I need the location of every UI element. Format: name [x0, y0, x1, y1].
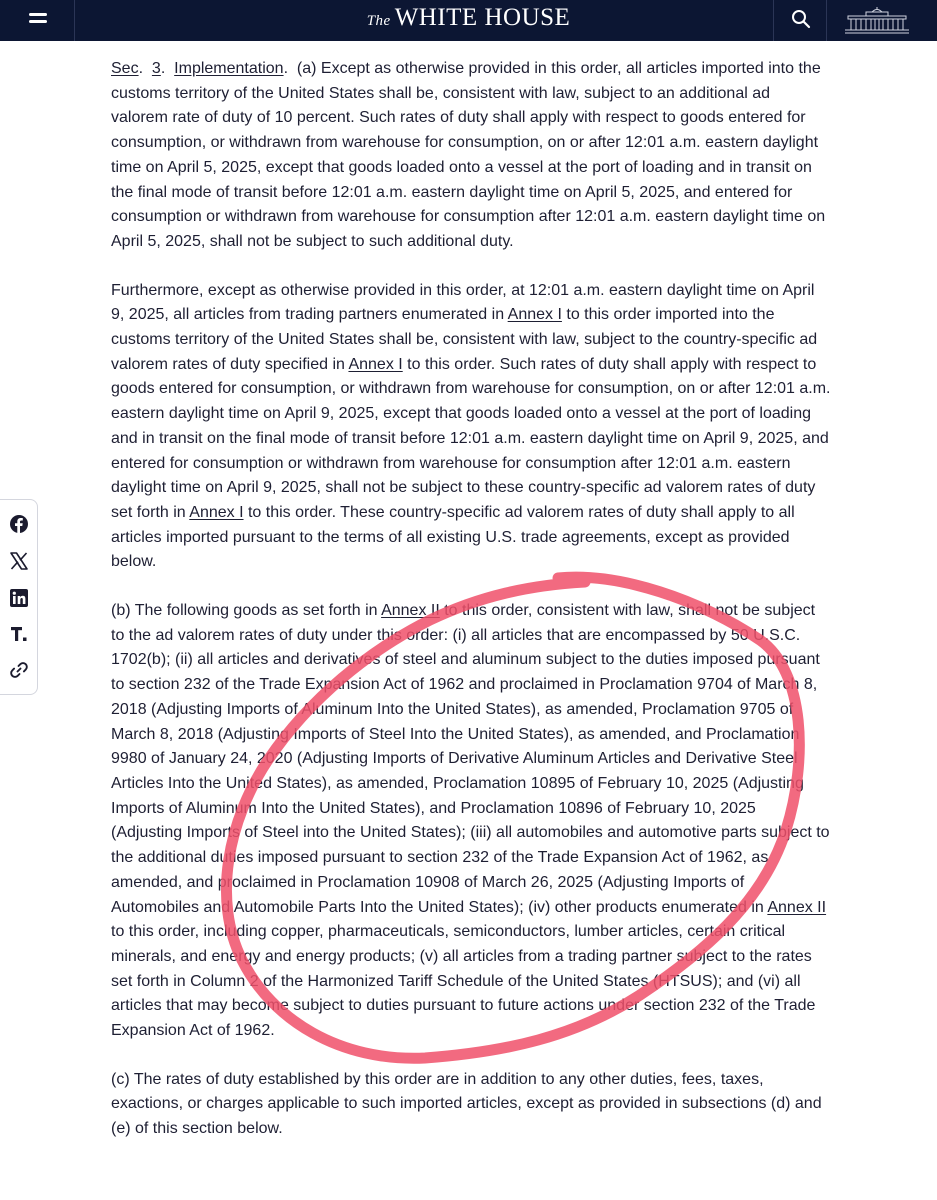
- paragraph-furthermore: [111, 279, 831, 575]
- text-segment: to this order. These country-specific ad valorem rates of duty shall apply to all articles imported pursuant to the terms of all existing U.S. trade agreements, except as provided below.: [111, 503, 795, 571]
- logo-name: WHITE HOUSE: [394, 4, 571, 31]
- text-segment: Furthermore, except as otherwise provided in this order, at 12:01 a.m. eastern daylight time on April 9, 2025, all articles from trading partners enumerated in: [111, 281, 815, 324]
- linkedin-icon[interactable]: [9, 588, 29, 608]
- link-icon[interactable]: [9, 660, 29, 680]
- section-title-link[interactable]: Implementation: [174, 60, 284, 77]
- text-segment: to this order. Such rates of duty shall apply with respect to goods entered for consumption, or withdrawn from warehouse for consumption, on or after 12:01 a.m. eastern daylight time on April 9, 2025, except that goods loaded onto a vessel at the port of loading and in transit on the final mode of transit before 12:01 a.m. eastern daylight time on April 9, 2025, and entered for consumption or withdrawn from warehouse for consumption after 12:01 a.m. eastern daylight time on April 9, 2025, shall not be subject to these country-specific ad valorem rates of duty set forth in: [111, 355, 831, 521]
- x-icon[interactable]: [9, 551, 29, 571]
- paragraph-c: [111, 1068, 831, 1142]
- logo-the: The: [366, 13, 391, 29]
- white-house-seal-icon[interactable]: [842, 6, 912, 34]
- share-rail: [0, 499, 38, 695]
- annex-i-link[interactable]: Annex I: [507, 306, 562, 324]
- annex-i-link[interactable]: Annex I: [189, 503, 244, 521]
- search-icon: [791, 9, 811, 29]
- document-body: [111, 57, 831, 1166]
- text-segment: to this order, including copper, pharmaceuticals, semiconductors, lumber articles, certain critical minerals, and energy and energy products; (v) all articles from a trading partner subject to the rates set forth in Column 2 of the Harmonized Tariff Schedule of the United States (HTSUS); and (vi) all articles that may become subject to duties pursuant to future actions under section 232 of the Trade Expansion Act of 1962.: [111, 923, 816, 1040]
- text-segment: to this order, consistent with law, shall not be subject to the ad valorem rates of duty under this order: (i) all articles that are encompassed by 50 U.S.C. 1702(b); (ii) all articles and derivatives of steel and aluminum subject to the duties imposed pursuant to section 232 of the Trade Expansion Act of 1962 and proclaimed in Proclamation 9704 of March 8, 2018 (Adjusting Imports of Aluminum Into the United States), as amended, Proclamation 9705 of March 8, 2018 (Adjusting Imports of Steel Into the United States), as amended, and Proclamation 9980 of January 24, 2020 (Adjusting Imports of Derivative Aluminum Articles and Derivative Steel Articles Into the United States), as amended, Proclamation 10895 of February 10, 2025 (Adjusting Imports of Aluminum Into the United States), and Proclamation 10896 of February 10, 2025 (Adjusting Imports of Steel into the United States); (iii) all automobiles and automotive parts subject to the additional duties imposed pursuant to section 232 of the Trade Expansion Act of 1962, as amended, and proclaimed in Proclamation 10908 of March 26, 2025 (Adjusting Imports of Automobiles and Automobile Parts Into the United States); (iv) other products enumerated in: [111, 602, 830, 916]
- annex-i-link[interactable]: Annex I: [348, 355, 403, 373]
- search-button[interactable]: [773, 0, 827, 41]
- text-segment: (b) The following goods as set forth in: [111, 602, 382, 620]
- facebook-icon[interactable]: [9, 514, 29, 534]
- paragraph-b: [111, 599, 831, 1044]
- paragraph-a-text: (a) Except as otherwise provided in this order, all articles imported into the customs territory of the United States shall be, consistent with law, subject to an additional ad valorem rate of duty of 10 percent. Such rates of duty shall apply with respect to goods entered for consumption, or withdrawn from warehouse for consumption, on or after 12:01 a.m. eastern daylight time on April 5, 2025, except that goods loaded onto a vessel at the port of loading and in transit on the final mode of transit before 12:01 a.m. eastern daylight time on April 5, 2025, and entered for consumption or withdrawn from warehouse for consumption after 12:01 a.m. eastern daylight time on April 5, 2025, shall not be subject to such additional duty.: [111, 60, 826, 250]
- annex-ii-link[interactable]: Annex II: [767, 898, 827, 916]
- annex-ii-link[interactable]: Annex II: [381, 602, 440, 620]
- site-header: [0, 0, 937, 41]
- paragraph-a: Sec. 3. Implementation. (a) Except as otherwise provided in this order, all articles imported into the customs territory of the United States shall be, consistent with law, subject to an additional ad valorem rate of duty of 10 percent. Such rates of duty shall apply with respect to goods entered for consumption, or withdrawn from warehouse for consumption, on or after 12:01 a.m. eastern daylight time on April 5, 2025, except that goods loaded onto a vessel at the port of loading and in transit on the final mode of transit before 12:01 a.m. eastern daylight time on April 5, 2025, and entered for consumption or withdrawn from warehouse for consumption after 12:01 a.m. eastern daylight time on April 5, 2025, shall not be subject to such additional duty.: [111, 60, 826, 250]
- section-link[interactable]: Sec: [111, 60, 139, 77]
- truth-social-icon[interactable]: [9, 624, 29, 644]
- section-number-link[interactable]: 3: [151, 60, 161, 77]
- paragraph-c-text: (c) The rates of duty established by this order are in addition to any other duties, fees, taxes, exactions, or charges applicable to such imported articles, except as provided in subsections (d) and (e) of this section below.: [111, 1070, 822, 1138]
- text-segment: to this order imported into the customs territory of the United States shall be, consistent with law, subject to the country-specific ad valorem rates of duty specified in: [111, 306, 818, 373]
